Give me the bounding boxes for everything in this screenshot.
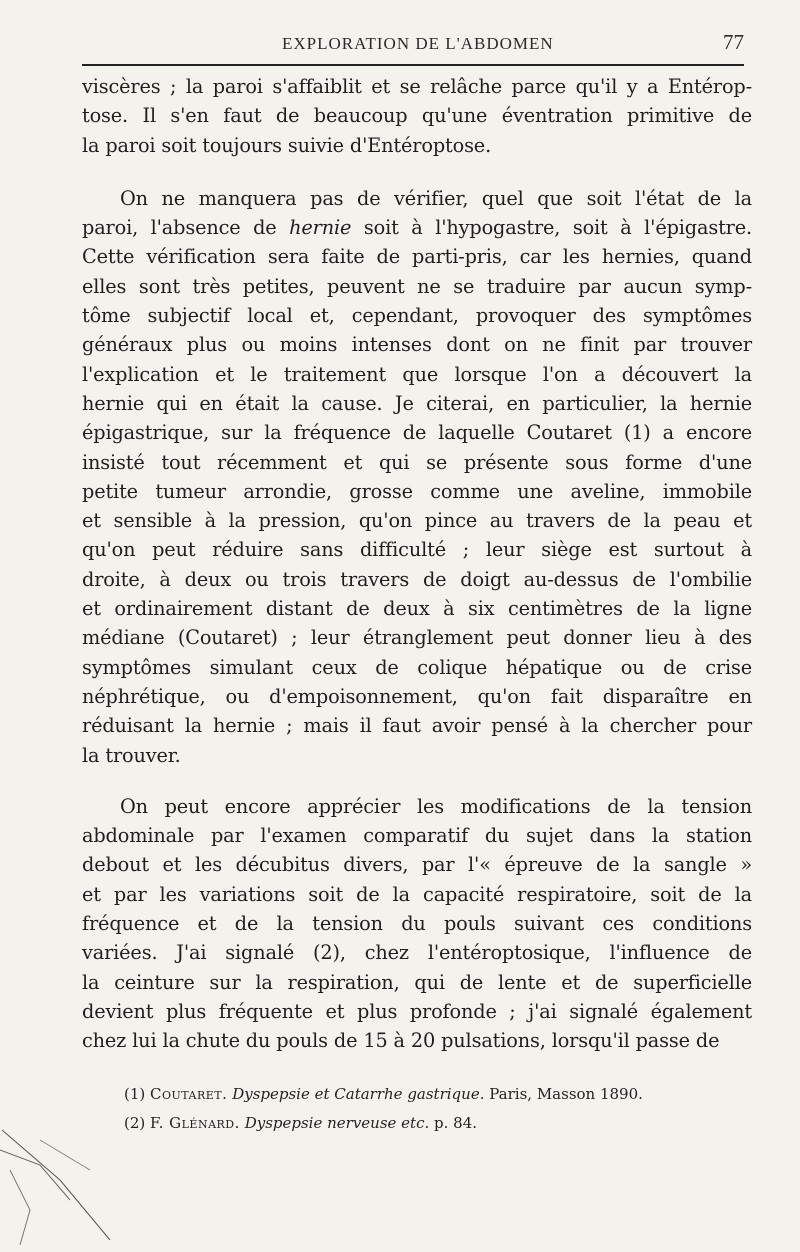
text-line: chez lui la chute du pouls de 15 à 20 pulsations, lorsqu'il passe de [82,1029,720,1053]
text-line: qu'on peut réduire sans difficulté ; leur siège est surtout à [82,538,752,562]
text-line: droite, à deux ou trois travers de doigt au-dessus de l'ombilie [82,567,752,591]
paragraph-gap [82,770,752,792]
paragraph [82,184,752,770]
page-header [82,28,744,64]
text-line: l'explication et le traitement que lorsque l'on a découvert la [82,362,752,386]
text-line: petite tumeur arrondie, grosse comme une aveline, immobile [82,479,752,503]
footnote [124,1109,764,1138]
text-line: elles sont très petites, peuvent ne se traduire par aucun symp- [82,274,752,298]
text-line: symptômes simulant ceux de colique hépatique ou de crise [82,655,752,679]
text-line: la paroi soit toujours suivie d'Entéroptose. [82,133,492,157]
italic-term: hernie [289,216,352,240]
body-text [82,72,752,1056]
text-line: médiane (Coutaret) ; leur étranglement peut donner lieu à des [82,626,752,650]
footnote-author: Coutaret. [150,1085,228,1103]
text-line: On ne manquera pas de vérifier, quel que soit l'état de la [120,186,752,210]
text-line: réduisant la hernie ; mais il faut avoir pensé à la chercher pour [82,714,752,738]
footnote-number: (2) [124,1114,146,1132]
header-rule [82,64,744,66]
margin-scratch-marks [0,1110,150,1250]
text-line: variées. J'ai signalé (2), chez l'entéroptosique, l'influence de [82,941,752,965]
footnotes [124,1080,764,1138]
footnote-number: (1) [124,1085,146,1103]
text-line: tôme subjectif local et, cependant, provoquer des symptômes [82,304,752,328]
text-line: épigastrique, sur la fréquence de laquelle Coutaret (1) a encore [82,421,752,445]
text-line: et par les variations soit de la capacité respiratoire, soit de la [82,882,752,906]
text-line: abdominale par l'examen comparatif du sujet dans la station [82,824,752,848]
text-line: fréquence et de la tension du pouls suivant ces conditions [82,912,752,936]
text-line: néphrétique, ou d'empoisonnement, qu'on fait disparaître en [82,684,752,708]
running-head: EXPLORATION DE L'ABDOMEN [282,34,554,53]
text-line: hernie qui en était la cause. Je citerai, en particulier, la hernie [82,391,752,415]
footnote-publication: Paris, Masson 1890. [489,1085,643,1103]
footnote-title: Dyspepsie nerveuse etc. [244,1114,430,1132]
text-line: viscères ; la paroi s'affaiblit et se relâche parce qu'il y a Entérop- [82,75,752,98]
paragraph [82,792,752,1056]
text-line: tose. Il s'en faut de beaucoup qu'une éventration primitive de [82,104,752,128]
text-line: On peut encore apprécier les modifications de la tension [120,794,752,818]
text-line: debout et les décubitus divers, par l'« épreuve de la sangle » [82,853,752,877]
footnote [124,1080,764,1109]
footnote-title: Dyspepsie et Catarrhe gastrique. [232,1085,485,1103]
footnote-publication: p. 84. [434,1114,478,1132]
text-line: insisté tout récemment et qui se présente sous forme d'une [82,450,752,474]
text-line: paroi, l'absence de hernie soit à l'hypogastre, soit à l'épigastre. [82,216,752,240]
paragraph-gap [82,160,752,184]
text-line: la ceinture sur la respiration, qui de lente et de superficielle [82,970,752,994]
footnote-author: F. Glénard. [150,1114,240,1132]
text-line: et ordinairement distant de deux à six centimètres de la ligne [82,597,752,621]
text-line: généraux plus ou moins intenses dont on ne finit par trouver [82,333,752,357]
text-line: devient plus fréquente et plus profonde ; j'ai signalé également [82,999,752,1023]
text-line: la trouver. [82,743,181,767]
paragraph [82,72,752,160]
text-line: Cette vérification sera faite de parti-pris, car les hernies, quand [82,245,752,269]
page-number: 77 [723,30,744,54]
text-line: et sensible à la pression, qu'on pince au travers de la peau et [82,509,752,533]
